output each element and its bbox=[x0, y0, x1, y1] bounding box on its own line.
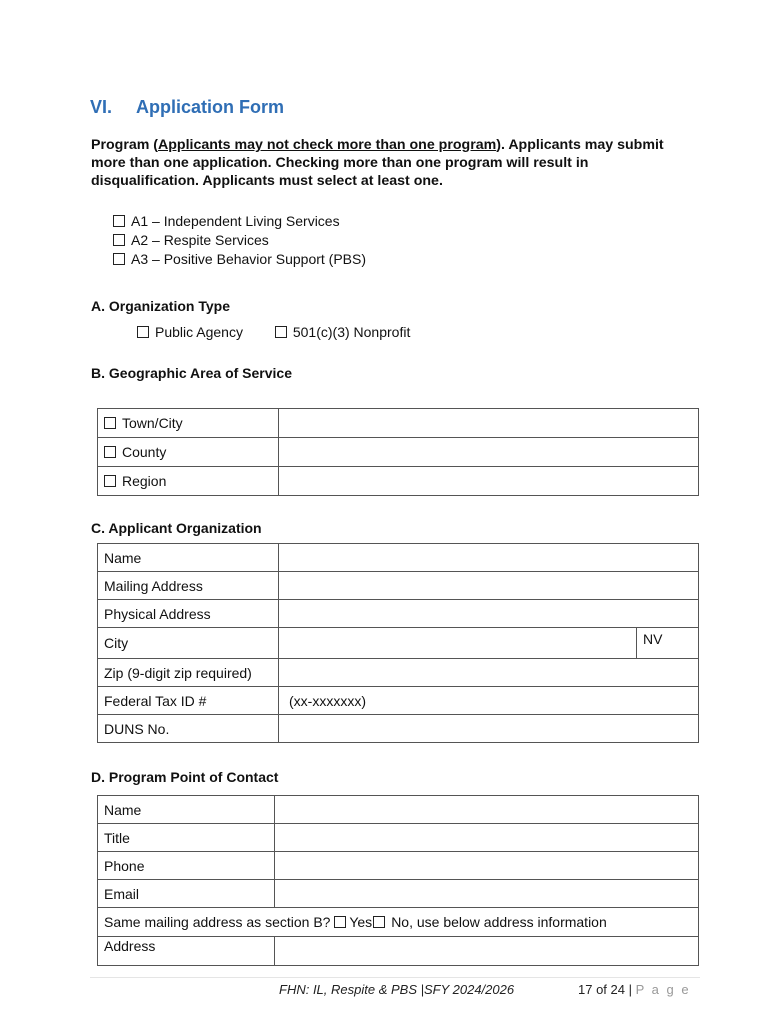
contact-address-field[interactable] bbox=[275, 937, 699, 966]
option-label: 501(c)(3) Nonprofit bbox=[292, 324, 411, 340]
same-address-question: Same mailing address as section B? bbox=[104, 914, 331, 930]
no-label: No, use below address information bbox=[391, 914, 607, 930]
point-of-contact-table bbox=[97, 795, 699, 966]
name-field[interactable] bbox=[279, 544, 699, 572]
point-of-contact-heading: D. Program Point of Contact bbox=[91, 769, 279, 785]
contact-title-field[interactable] bbox=[275, 824, 699, 852]
option-label: Public Agency bbox=[155, 324, 243, 340]
yes-checkbox[interactable] bbox=[334, 916, 346, 928]
geo-label: Town/City bbox=[122, 415, 183, 431]
page-label: P a g e bbox=[635, 982, 691, 997]
contact-name-field[interactable] bbox=[275, 796, 699, 824]
table-row bbox=[98, 796, 699, 824]
checkbox[interactable] bbox=[113, 234, 125, 246]
geo-area-heading: B. Geographic Area of Service bbox=[91, 365, 292, 381]
geo-label: Region bbox=[122, 473, 167, 489]
instructions-lead: Program ( bbox=[91, 137, 159, 153]
geo-value-field[interactable] bbox=[279, 409, 699, 438]
yes-label: Yes bbox=[349, 914, 373, 930]
applicant-org-heading: C. Applicant Organization bbox=[91, 520, 262, 536]
program-label: A3 – Positive Behavior Support (PBS) bbox=[131, 251, 367, 267]
org-type-options bbox=[137, 324, 438, 340]
city-field[interactable] bbox=[279, 628, 637, 659]
section-number: VI. bbox=[90, 97, 113, 117]
page-title: Application Form bbox=[136, 97, 284, 117]
field-label: Name bbox=[98, 544, 279, 572]
checkbox[interactable] bbox=[275, 326, 287, 338]
geo-option-cell[interactable] bbox=[98, 438, 279, 467]
table-row bbox=[98, 824, 699, 852]
table-row bbox=[98, 659, 699, 687]
field-label: Federal Tax ID # bbox=[98, 687, 279, 715]
checkbox[interactable] bbox=[113, 215, 125, 227]
zip-field[interactable] bbox=[279, 659, 699, 687]
table-row bbox=[98, 687, 699, 715]
checkbox[interactable] bbox=[104, 475, 116, 487]
no-checkbox[interactable] bbox=[373, 916, 385, 928]
table-row bbox=[98, 937, 699, 966]
checkbox[interactable] bbox=[104, 417, 116, 429]
field-label: Title bbox=[98, 824, 275, 852]
contact-phone-field[interactable] bbox=[275, 852, 699, 880]
program-option[interactable] bbox=[113, 212, 366, 231]
field-label: Mailing Address bbox=[98, 572, 279, 600]
geo-option-cell[interactable] bbox=[98, 409, 279, 438]
field-label: Zip (9-digit zip required) bbox=[98, 659, 279, 687]
field-label: City bbox=[98, 628, 279, 659]
geo-value-field[interactable] bbox=[279, 438, 699, 467]
table-row bbox=[98, 715, 699, 743]
applicant-org-table bbox=[97, 543, 699, 743]
table-row bbox=[98, 467, 699, 496]
contact-email-field[interactable] bbox=[275, 880, 699, 908]
geo-option-cell[interactable] bbox=[98, 467, 279, 496]
table-row bbox=[98, 600, 699, 628]
same-address-row bbox=[98, 908, 699, 937]
geo-area-table bbox=[97, 408, 699, 496]
duns-field[interactable] bbox=[279, 715, 699, 743]
field-label: DUNS No. bbox=[98, 715, 279, 743]
table-row bbox=[98, 409, 699, 438]
program-label: A1 – Independent Living Services bbox=[131, 213, 340, 229]
instructions-rest: ). Applicants may submit more than one application. Checking more than one program will result in disqualification. Applicants must select at least one. bbox=[91, 137, 664, 189]
footer-divider bbox=[90, 977, 700, 978]
footer-document-title: FHN: IL, Respite & PBS |SFY 2024/2026 bbox=[279, 982, 515, 997]
org-type-heading: A. Organization Type bbox=[91, 298, 230, 314]
program-option[interactable] bbox=[113, 250, 366, 269]
checkbox[interactable] bbox=[104, 446, 116, 458]
table-row bbox=[98, 852, 699, 880]
checkbox[interactable] bbox=[137, 326, 149, 338]
footer-page-number bbox=[578, 982, 691, 997]
table-row bbox=[98, 880, 699, 908]
table-row bbox=[98, 438, 699, 467]
field-label: Physical Address bbox=[98, 600, 279, 628]
table-row bbox=[98, 628, 699, 659]
org-type-option-public[interactable] bbox=[137, 324, 243, 340]
instructions-underlined: Applicants may not check more than one program bbox=[158, 137, 497, 153]
field-label: Email bbox=[98, 880, 275, 908]
geo-value-field[interactable] bbox=[279, 467, 699, 496]
program-option[interactable] bbox=[113, 231, 366, 250]
org-type-option-nonprofit[interactable] bbox=[275, 324, 411, 340]
program-label: A2 – Respite Services bbox=[131, 232, 269, 248]
field-label: Name bbox=[98, 796, 275, 824]
table-row bbox=[98, 572, 699, 600]
geo-label: County bbox=[122, 444, 167, 460]
physical-address-field[interactable] bbox=[279, 600, 699, 628]
field-label: Address bbox=[98, 937, 275, 966]
state-value: NV bbox=[637, 628, 699, 659]
checkbox[interactable] bbox=[113, 253, 125, 265]
table-row bbox=[98, 908, 699, 937]
table-row bbox=[98, 544, 699, 572]
page-count: 17 of 24 | bbox=[578, 982, 632, 997]
tax-id-field[interactable]: (xx-xxxxxxx) bbox=[279, 687, 699, 715]
mailing-address-field[interactable] bbox=[279, 572, 699, 600]
program-instructions bbox=[91, 136, 691, 190]
field-label: Phone bbox=[98, 852, 275, 880]
program-options bbox=[113, 212, 366, 269]
